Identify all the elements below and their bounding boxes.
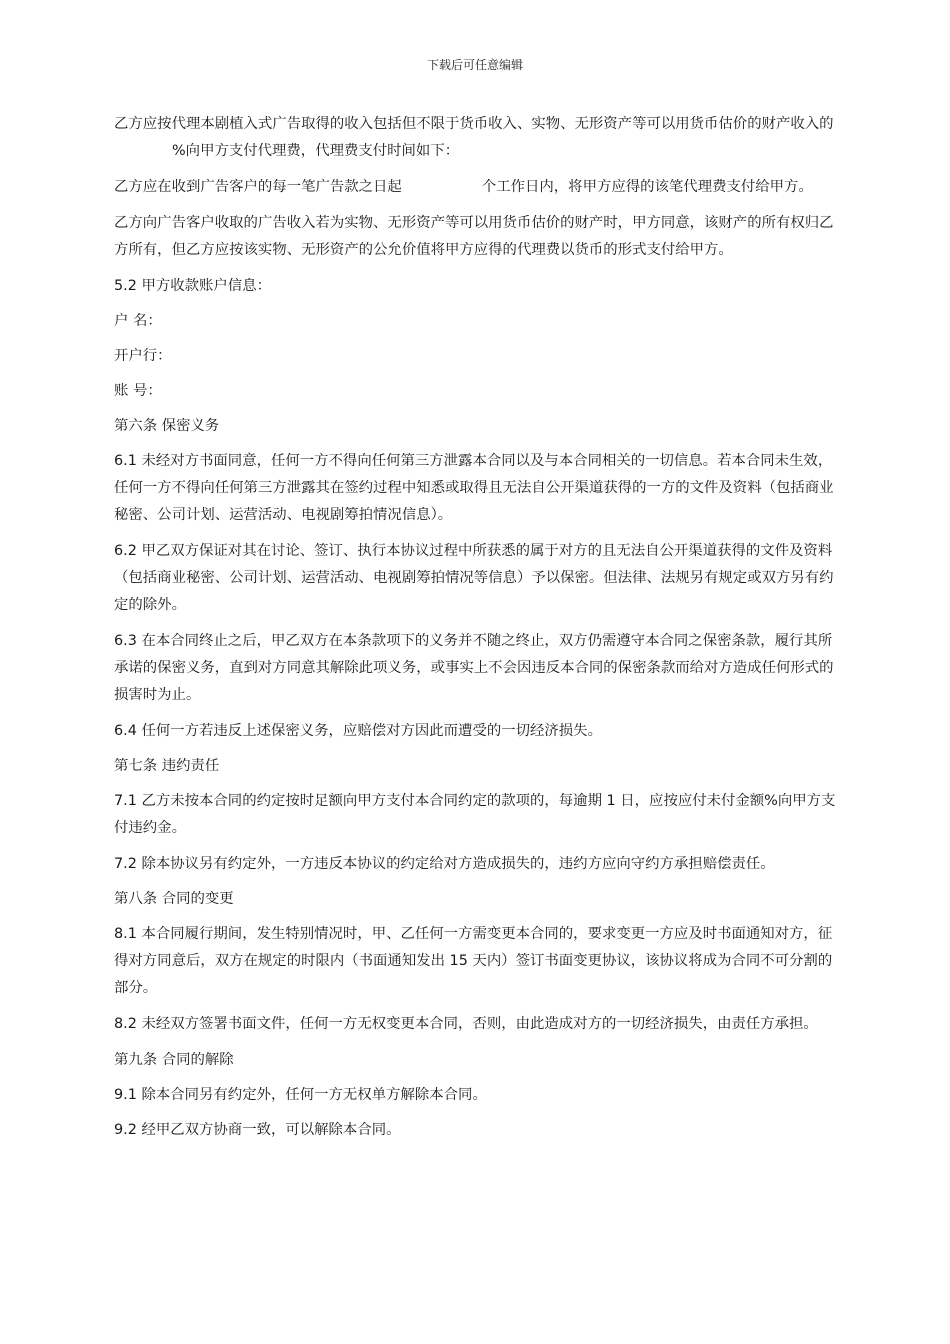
clause-6-3: 6.3 在本合同终止之后，甲乙双方在本条款项下的义务并不随之终止，双方仍需遵守本合同之保密条款，履行其所承诺的保密义务，直到对方同意其解除此项义务，或事实上不会因违反本合同的保密条款而给对方造成任何形式的损害时为止。: [114, 633, 834, 703]
clause-6-1: 6.1 未经对方书面同意，任何一方不得向任何第三方泄露本合同以及与本合同相关的一切信息。若本合同未生效，任何一方不得向任何第三方泄露其在签约过程中知悉或取得且无法自公开渠道获得的一方的文件及资料（包括商业秘密、公司计划、运营活动、电视剧筹拍情况信息）。: [114, 453, 834, 523]
article-7-heading: 第七条 违约责任: [114, 758, 220, 774]
payment-time-text-2: 个工作日内，将甲方应得的该笔代理费支付给甲方。: [481, 179, 813, 195]
payment-time-text-1: 乙方应在收到广告客户的每一笔广告款之日起: [114, 179, 402, 195]
clause-5-2: 5.2 甲方收款账户信息：: [114, 278, 271, 294]
article-9-heading: 第九条 合同的解除: [114, 1052, 234, 1068]
clause-6-2: 6.2 甲乙双方保证对其在讨论、签订、执行本协议过程中所获悉的属于对方的且无法自公开渠道获得的文件及资料（包括商业秘密、公司计划、运营活动、电视剧筹拍情况等信息）予以保密。但法律、法规另有规定或双方另有约定的除外。: [114, 543, 834, 613]
agency-fee-text-2: %向甲方支付代理费，代理费支付时间如下：: [172, 143, 460, 159]
clause-9-2: 9.2 经甲乙双方协商一致，可以解除本合同。: [114, 1122, 401, 1138]
clause-7-2: 7.2 除本协议另有约定外，一方违反本协议的约定给对方造成损失的，违约方应向守约方承担赔偿责任。: [114, 856, 775, 872]
bank-line: 开户行：: [114, 348, 172, 364]
paragraph-agency-fee: [114, 111, 836, 165]
paragraph-payment-time: [114, 174, 836, 201]
article-6-heading: 第六条 保密义务: [114, 418, 220, 434]
account-name-line: 户 名：: [114, 313, 162, 329]
clause-7-1: 7.1 乙方未按本合同的约定按时足额向甲方支付本合同约定的款项的，每逾期 1 日，应按应付未付金额%向甲方支付违约金。: [114, 793, 836, 836]
clause-9-1: 9.1 除本合同另有约定外，任何一方无权单方解除本合同。: [114, 1087, 487, 1103]
clause-8-1: 8.1 本合同履行期间，发生特别情况时，甲、乙任何一方需变更本合同的，要求变更一方应及时书面通知对方，征得对方同意后，双方在规定的时限内（书面通知发出 15 天内）签订书面变更协议，该协议将成为合同不可分割的部分。: [114, 926, 833, 996]
page-header-note: 下载后可任意编辑: [426, 58, 523, 72]
clause-6-4: 6.4 任何一方若违反上述保密义务，应赔偿对方因此而遭受的一切经济损失。: [114, 723, 602, 739]
contract-body: [114, 111, 836, 1152]
paragraph-in-kind-income: 乙方向广告客户收取的广告收入若为实物、无形资产等可以用货币估价的财产时，甲方同意，该财产的所有权归乙方所有，但乙方应按该实物、无形资产的公允价值将甲方应得的代理费以货币的形式支付给甲方。: [114, 215, 834, 258]
agency-fee-text-1: 乙方应按代理本剧植入式广告取得的收入包括但不限于货币收入、实物、无形资产等可以用货币估价的财产收入的: [114, 116, 834, 132]
article-8-heading: 第八条 合同的变更: [114, 891, 234, 907]
clause-8-2: 8.2 未经双方签署书面文件，任何一方无权变更本合同，否则，由此造成对方的一切经济损失，由责任方承担。: [114, 1016, 818, 1032]
account-number-line: 账 号：: [114, 383, 162, 399]
